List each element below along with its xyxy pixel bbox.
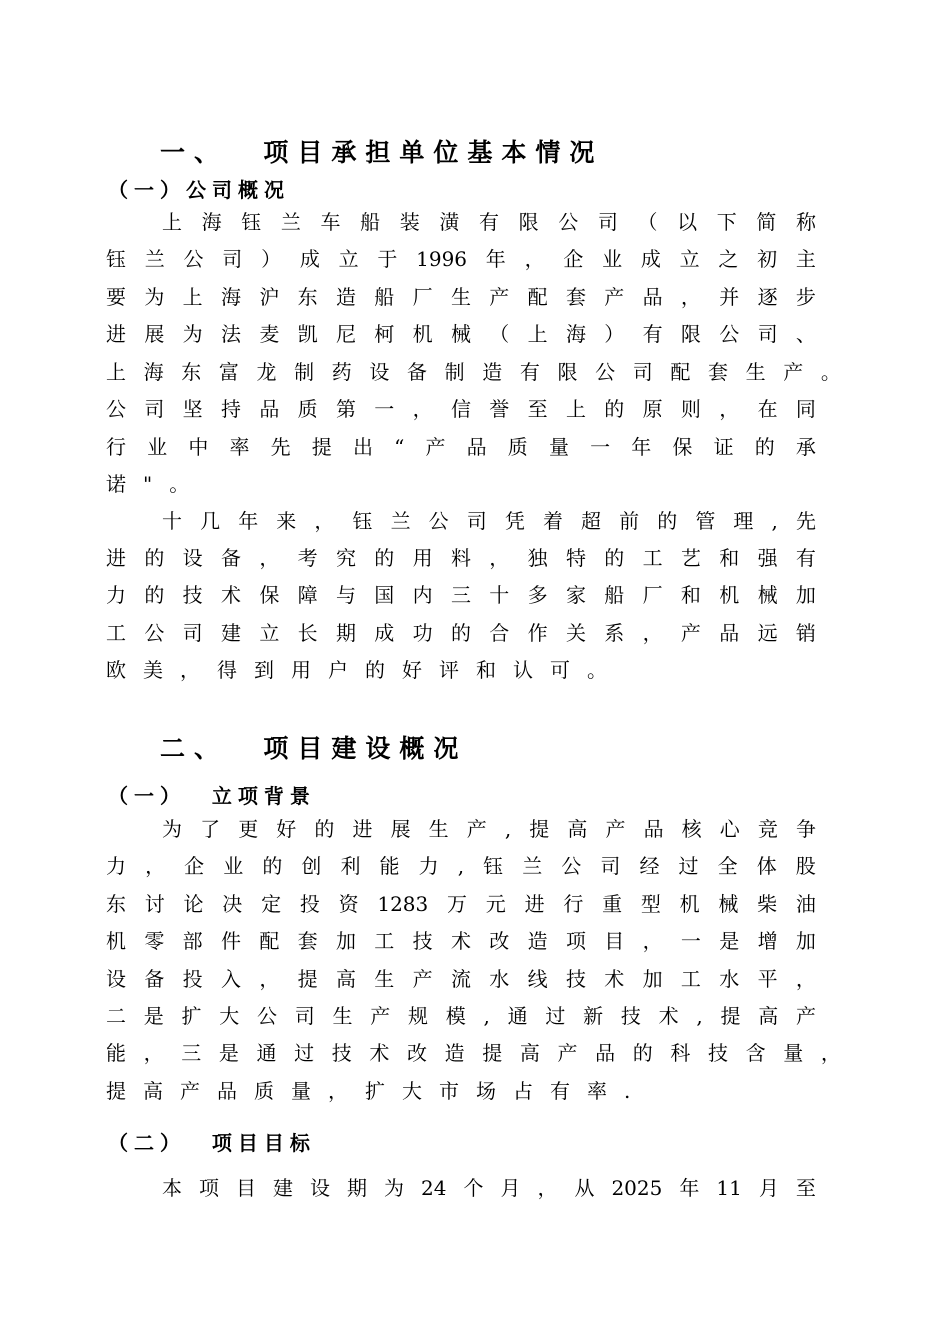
text-line: 钰 兰 公 司 ） 成 立 于 1996 年 ， 企 业 成 立 之 初 主 bbox=[106, 247, 816, 271]
text-line: 诺 " 。 bbox=[106, 472, 190, 496]
text-line: 上 海 钰 兰 车 船 装 潢 有 限 公 司 （ 以 下 简 称 bbox=[162, 210, 816, 234]
text-line: 进 展 为 法 麦 凯 尼 柯 机 械 （ 上 海 ） 有 限 公 司 、 bbox=[106, 322, 816, 346]
text-line: 公 司 坚 持 品 质 第 一 ， 信 誉 至 上 的 原 则 ， 在 同 bbox=[106, 397, 816, 421]
text-line: 行 业 中 率 先 提 出 “ 产 品 质 量 一 年 保 证 的 承 bbox=[106, 435, 816, 459]
text-line: 二 是 扩 大 公 司 生 产 规 模 , 通 过 新 技 术 , 提 高 产 bbox=[106, 1004, 816, 1028]
subsection-heading-background: （一） 立项背景 bbox=[108, 784, 316, 808]
subsection-heading-company-overview: （一）公司概况 bbox=[108, 178, 290, 202]
text-line: 设 备 投 入 ， 提 高 生 产 流 水 线 技 术 加 工 水 平 ， bbox=[106, 967, 816, 991]
section-heading-2: 二、 项目建设概况 bbox=[160, 734, 468, 763]
text-line: 东 讨 论 决 定 投 资 1283 万 元 进 行 重 型 机 械 柴 油 bbox=[106, 892, 816, 916]
text-line: 本 项 目 建 设 期 为 24 个 月 ， 从 2025 年 11 月 至 bbox=[162, 1176, 816, 1200]
text-line: 力 的 技 术 保 障 与 国 内 三 十 多 家 船 厂 和 机 械 加 bbox=[106, 583, 816, 607]
text-line: 进 的 设 备 ， 考 究 的 用 料 ， 独 特 的 工 艺 和 强 有 bbox=[106, 546, 816, 570]
text-line: 要 为 上 海 沪 东 造 船 厂 生 产 配 套 产 品 ， 并 逐 步 bbox=[106, 285, 816, 309]
text-line: 力 ， 企 业 的 创 利 能 力 , 钰 兰 公 司 经 过 全 体 股 bbox=[106, 854, 816, 878]
text-line: 工 公 司 建 立 长 期 成 功 的 合 作 关 系 ， 产 品 远 销 bbox=[106, 621, 816, 645]
text-line: 能 ， 三 是 通 过 技 术 改 造 提 高 产 品 的 科 技 含 量 ， bbox=[106, 1041, 841, 1065]
text-line: 十 几 年 来 ， 钰 兰 公 司 凭 着 超 前 的 管 理 , 先 bbox=[162, 509, 816, 533]
text-line: 机 零 部 件 配 套 加 工 技 术 改 造 项 目 ， 一 是 增 加 bbox=[106, 929, 816, 953]
section-heading-1: 一、 项目承担单位基本情况 bbox=[160, 138, 604, 167]
text-line: 欧 美 ， 得 到 用 户 的 好 评 和 认 可 。 bbox=[106, 658, 607, 682]
subsection-heading-objectives: （二） 项目目标 bbox=[108, 1131, 316, 1155]
text-line: 为 了 更 好 的 进 展 生 产 , 提 高 产 品 核 心 竞 争 bbox=[162, 817, 816, 841]
text-line: 提 高 产 品 质 量 ， 扩 大 市 场 占 有 率 . bbox=[106, 1079, 631, 1103]
text-line: 上 海 东 富 龙 制 药 设 备 制 造 有 限 公 司 配 套 生 产 。 bbox=[106, 360, 841, 384]
